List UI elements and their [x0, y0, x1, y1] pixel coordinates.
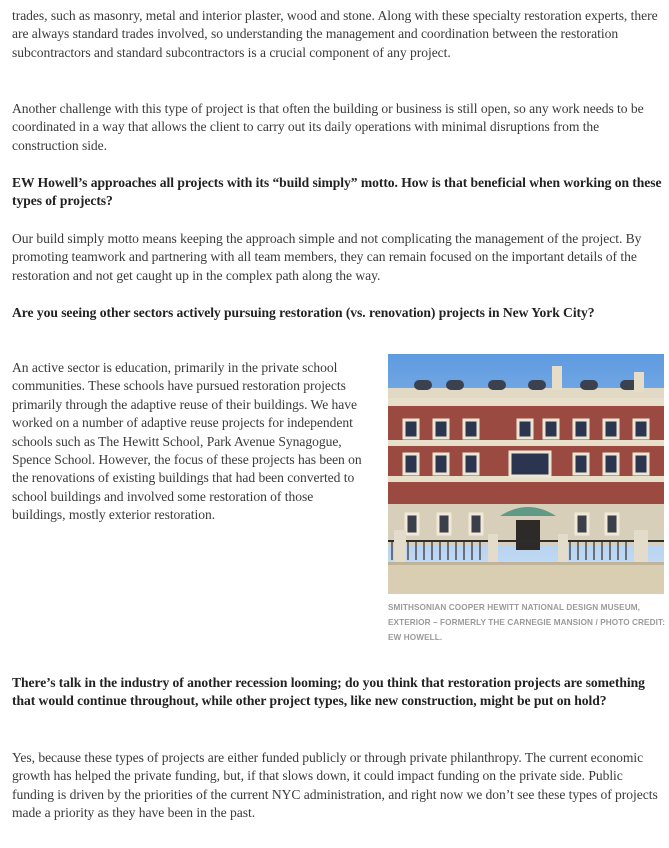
paragraph-trades: trades, such as masonry, metal and interior plaster, wood and stone. Along with these specialty restoration experts, there are always standard trades involved, so understanding the management and coordination between the restoration subcontractors and standard subcontractors is a crucial component of any project.	[12, 8, 658, 60]
question-recession: There’s talk in the industry of another recession looming; do you think that restoration projects are something that would continue throughout, while other project types, like new construction, might be put on hold?	[12, 675, 645, 709]
paragraph-build-simply: Our build simply motto means keeping the approach simple and not complicating the management of the project. By promoting teamwork and partnering with all team members, they can remain focused on the important details of the restoration and not get caught up in the complex path along the way.	[12, 231, 642, 283]
building-photo	[388, 354, 664, 594]
paragraph-challenge: Another challenge with this type of project is that often the building or business is still open, so any work needs to be coordinated in a way that allows the client to carry out its daily operations with minimal disruptions from the construction side.	[12, 101, 644, 153]
photo-caption: SMITHSONIAN COOPER HEWITT NATIONAL DESIGN MUSEUM, EXTERIOR – FORMERLY THE CARNEGIE MANSION / PHOTO CREDIT: EW HOWELL.	[388, 603, 666, 642]
paragraph-funding: Yes, because these types of projects are either funded publicly or through private philanthropy. The current economic growth has helped the private funding, but, if that slows down, it could impact funding on the private side. Public funding is driven by the priorities of the current NYC administration, and right now we don’t see these types of projects made a priority as they have been in the past.	[12, 750, 658, 821]
question-other-sectors: Are you seeing other sectors actively pursuing restoration (vs. renovation) projects in New York City?	[12, 305, 595, 320]
question-build-simply: EW Howell’s approaches all projects with its “build simply” motto. How is that beneficial when working on these types of projects?	[12, 175, 662, 209]
paragraph-education: An active sector is education, primarily in the private school communities. These schools have pursued restoration projects primarily through the adaptive reuse of their buildings. We have worked on a number of adaptive reuse projects for independent schools such as The Hewitt School, Park Avenue Synagogue, Spence School. However, the focus of these projects has been on the renovations of existing buildings that had been converted to school buildings and involved some restoration of those buildings, mostly exterior restoration.	[12, 360, 362, 523]
